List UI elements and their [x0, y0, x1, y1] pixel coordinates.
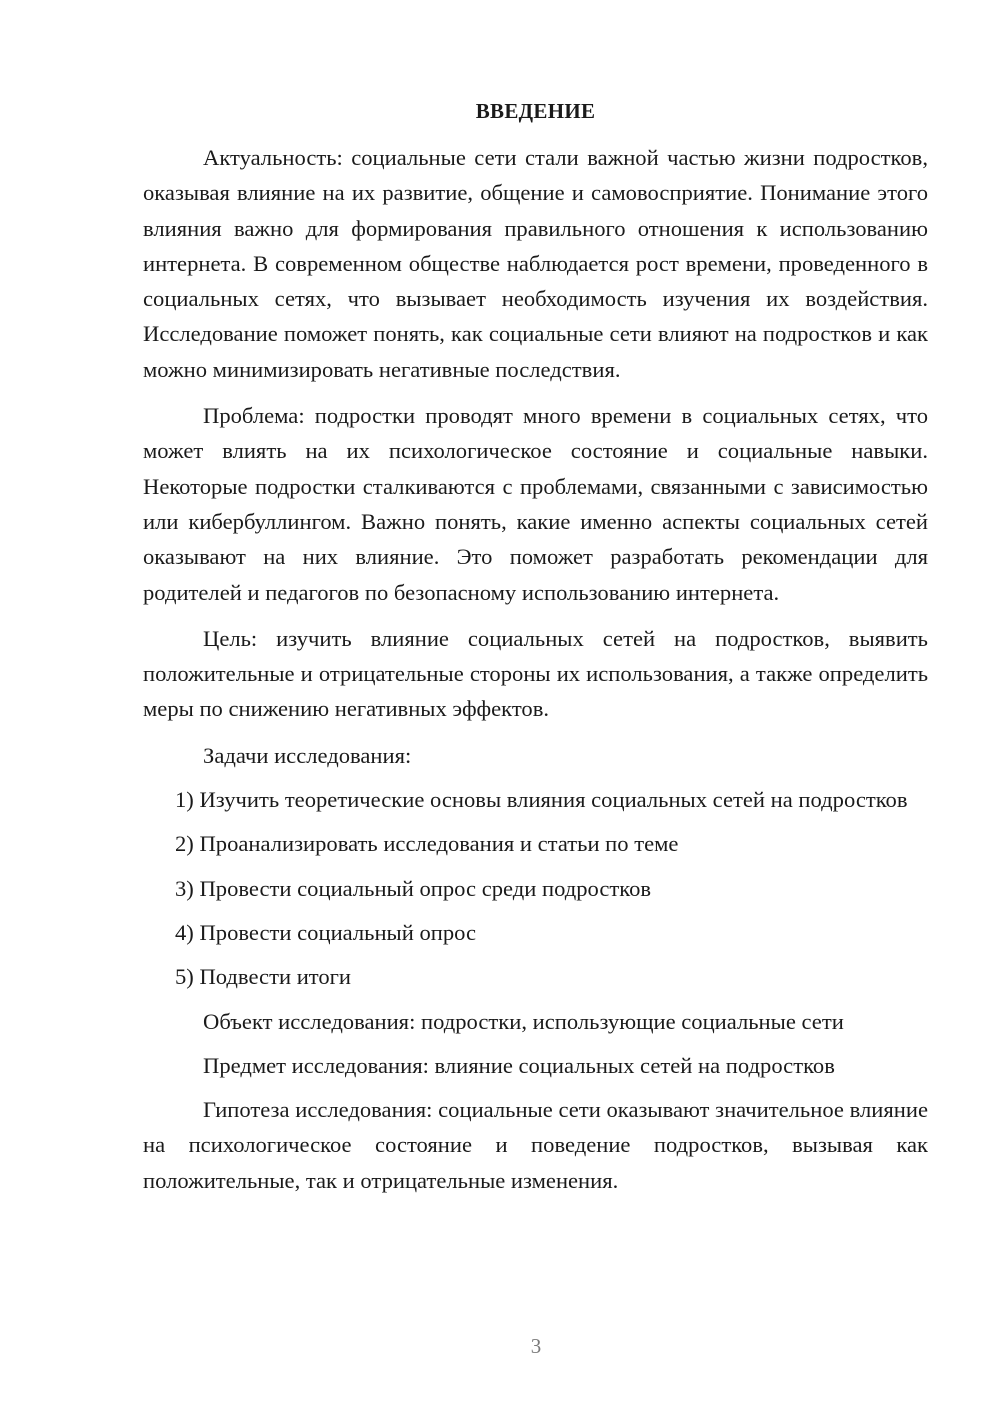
- task-item-3: 3) Провести социальный опрос среди подростков: [175, 875, 652, 901]
- document-body: [143, 95, 928, 1209]
- research-object: Объект исследования: подростки, использующие социальные сети: [203, 1008, 844, 1034]
- task-item-4: 4) Провести социальный опрос: [175, 919, 477, 945]
- research-subject: Предмет исследования: влияние социальных сетей на подростков: [203, 1052, 835, 1078]
- page-number: 3: [530, 1334, 542, 1358]
- paragraph-problem: Проблема: подростки проводят много времени в социальных сетях, что может влиять на их психологическое состояние и социальные навыки. Некоторые подростки сталкиваются с проблемами, связанными с зависимостью или кибербуллингом. Важно понять, какие именно аспекты социальных сетей оказывают на них влияние. Это поможет разработать рекомендации для родителей и педагогов по безопасному использованию интернета.: [143, 403, 928, 605]
- research-hypothesis: Гипотеза исследования: социальные сети оказывают значительное влияние на психологическое состояние и поведение подростков, вызывая как положительные, так и отрицательные изменения.: [143, 1097, 928, 1193]
- tasks-list: [143, 782, 928, 994]
- section-title: ВВЕДЕНИЕ: [475, 99, 596, 123]
- task-item-5: 5) Подвести итоги: [175, 964, 352, 990]
- task-item-1: 1) Изучить теоретические основы влияния социальных сетей на подростков: [175, 787, 908, 813]
- paragraph-relevance: Актуальность: социальные сети стали важной частью жизни подростков, оказывая влияние на их развитие, общение и самовосприятие. Понимание этого влияния важно для формирования правильного отношения к использованию интернета. В современном обществе наблюдается рост времени, проведенного в социальных сетях, что вызывает необходимость изучения их воздействия. Исследование поможет понять, как социальные сети влияют на подростков и как можно минимизировать негативные последствия.: [143, 145, 928, 382]
- paragraph-goal: Цель: изучить влияние социальных сетей на подростков, выявить положительные и отрицательные стороны их использования, а также определить меры по снижению негативных эффектов.: [143, 625, 928, 722]
- task-item-2: 2) Проанализировать исследования и статьи по теме: [175, 831, 679, 857]
- tasks-heading: Задачи исследования:: [203, 742, 412, 768]
